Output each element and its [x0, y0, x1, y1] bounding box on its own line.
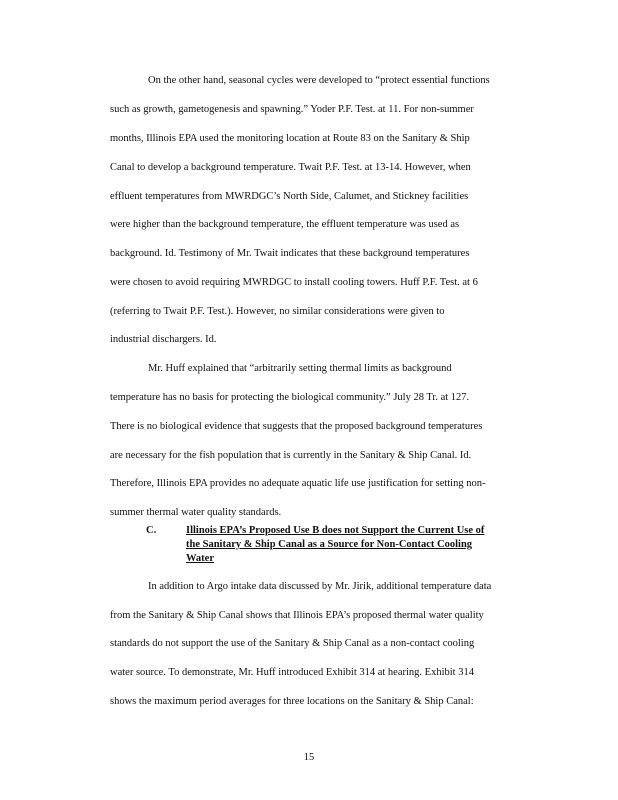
section-heading-line: the Sanitary & Ship Canal as a Source for Non-Contact Cooling: [186, 539, 473, 550]
section-heading-line: Water: [186, 553, 214, 564]
paragraph1-line: such as growth, gametogenesis and spawning.” Yoder P.F. Test. at 11. For non-summer: [110, 104, 474, 115]
paragraph1-line: were chosen to avoid requiring MWRDGC to install cooling towers. Huff P.F. Test. at 6: [110, 277, 478, 288]
paragraph3-line: shows the maximum period averages for three locations on the Sanitary & Ship Canal:: [110, 696, 474, 707]
paragraph1-line: industrial dischargers. Id.: [110, 334, 217, 345]
paragraph3-line: water source. To demonstrate, Mr. Huff introduced Exhibit 314 at hearing. Exhibit 314: [110, 667, 474, 678]
paragraph1-line: Canal to develop a background temperature. Twait P.F. Test. at 13-14. However, when: [110, 162, 471, 173]
section-letter: C.: [146, 525, 157, 536]
page-number: 15: [303, 752, 315, 763]
paragraph2-line: There is no biological evidence that suggests that the proposed background temperatures: [110, 421, 483, 432]
section-heading-line: Illinois EPA’s Proposed Use B does not Support the Current Use of: [186, 525, 485, 536]
paragraph2-line: Mr. Huff explained that “arbitrarily setting thermal limits as background: [148, 363, 452, 374]
paragraph3-line: standards do not support the use of the Sanitary & Ship Canal as a non-contact cooling: [110, 638, 475, 649]
paragraph1-line: effluent temperatures from MWRDGC’s North Side, Calumet, and Stickney facilities: [110, 191, 469, 202]
paragraph1-line: background. Id. Testimony of Mr. Twait indicates that these background temperatures: [110, 248, 470, 259]
paragraph1-line: were higher than the background temperature, the effluent temperature was used as: [110, 219, 460, 230]
paragraph2-line: Therefore, Illinois EPA provides no adequate aquatic life use justification for setting non-: [110, 478, 486, 489]
paragraph3-line: from the Sanitary & Ship Canal shows that Illinois EPA’s proposed thermal water quality: [110, 610, 484, 621]
paragraph2-line: temperature has no basis for protecting the biological community.” July 28 Tr. at 127.: [110, 392, 470, 403]
paragraph1-line: (referring to Twait P.F. Test.). However, no similar considerations were given to: [110, 306, 445, 317]
paragraph1-line: months, Illinois EPA used the monitoring location at Route 83 on the Sanitary & Ship: [110, 133, 470, 144]
paragraph2-line: summer thermal water quality standards.: [110, 507, 282, 518]
paragraph3-line: In addition to Argo intake data discussed by Mr. Jirik, additional temperature data: [148, 581, 492, 592]
paragraph1-line: On the other hand, seasonal cycles were developed to “protect essential functions: [148, 75, 490, 86]
paragraph2-line: are necessary for the fish population that is currently in the Sanitary & Ship Canal. Id.: [110, 450, 472, 461]
